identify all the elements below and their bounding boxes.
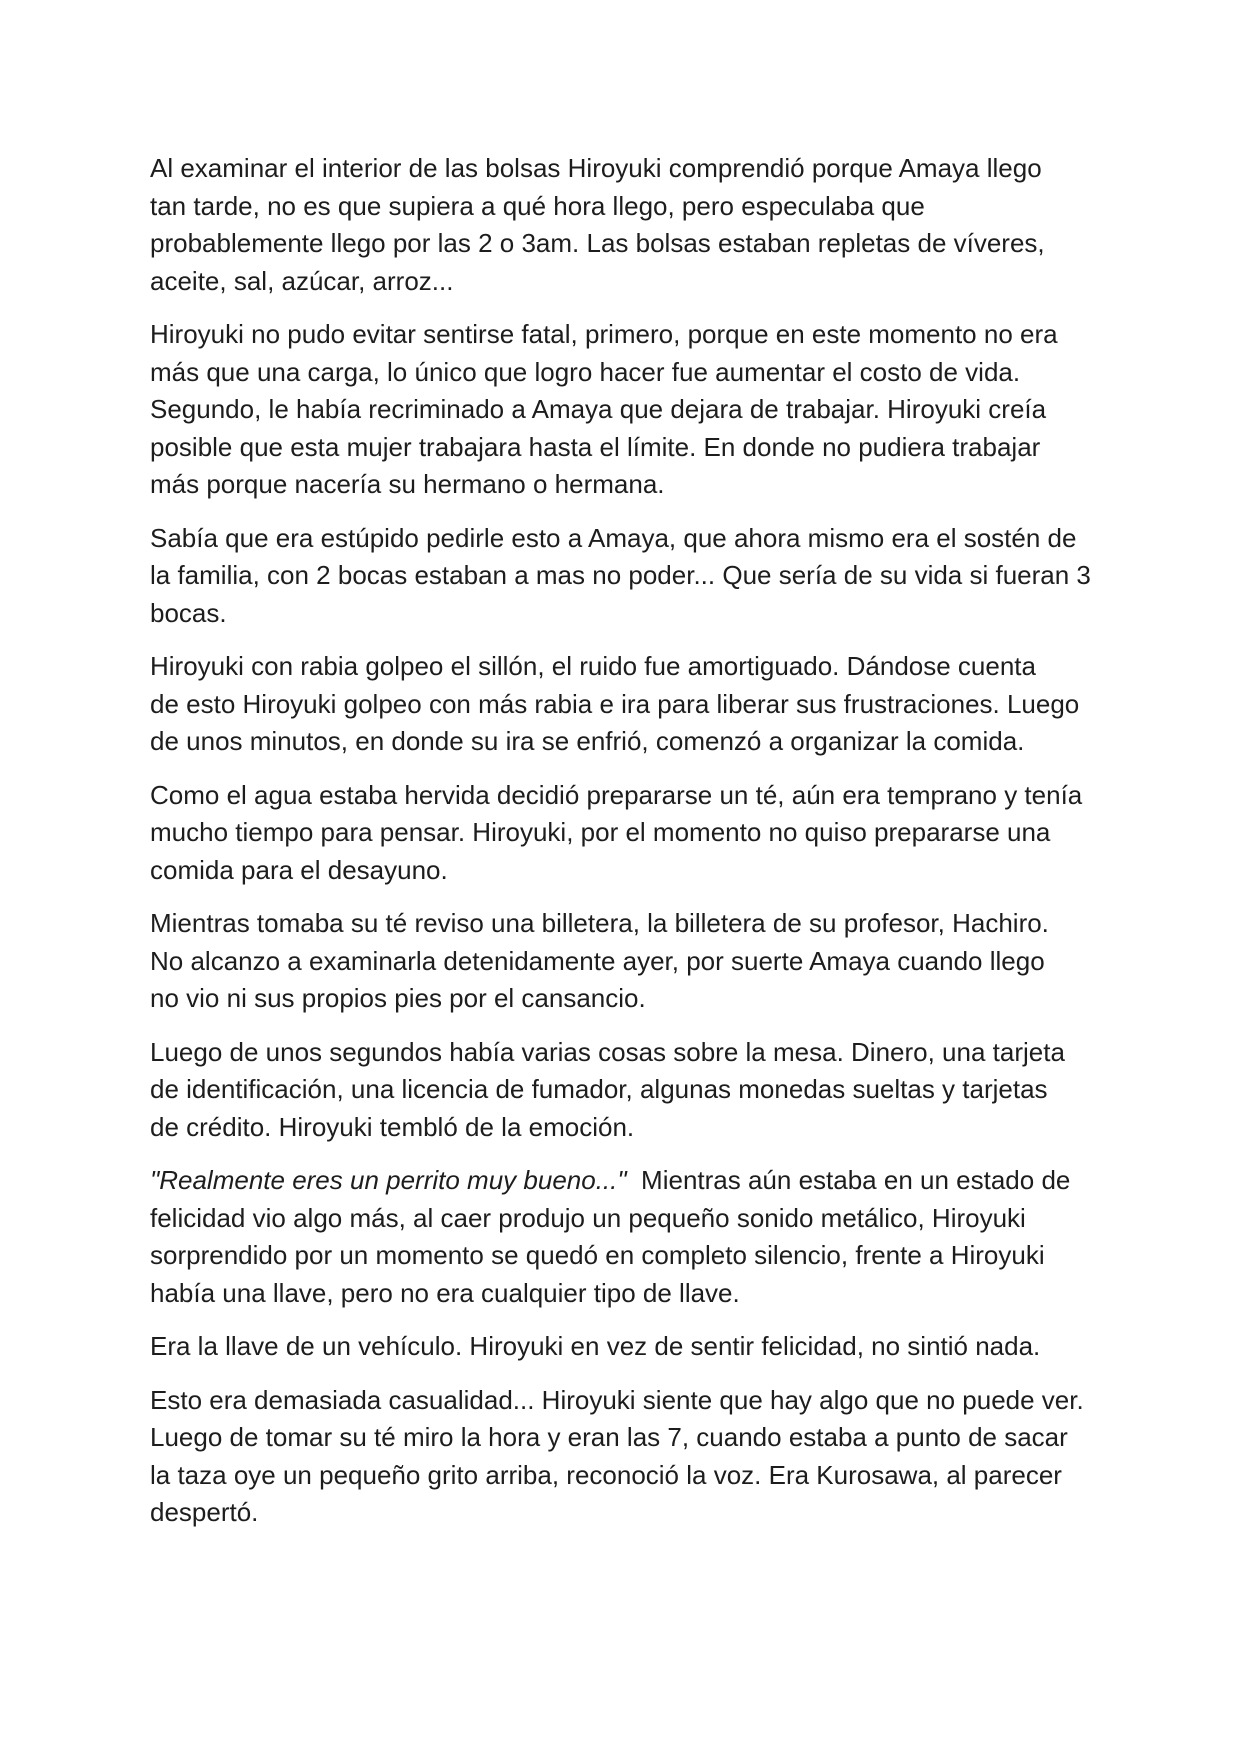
paragraph-line: sorprendido por un momento se quedó en completo silencio, frente a Hiroyuki: [150, 1240, 1045, 1270]
paragraph-line: de identificación, una licencia de fumador, algunas monedas sueltas y tarjetas: [150, 1074, 1048, 1104]
paragraph-5: [150, 777, 1100, 890]
paragraph-line: la familia, con 2 bocas estaban a mas no poder... Que sería de su vida si fueran 3: [150, 560, 1091, 590]
paragraph-line: había una llave, pero no era cualquier tipo de llave.: [150, 1277, 740, 1308]
paragraph-1: [150, 150, 1100, 300]
paragraph-line: la taza oye un pequeño grito arriba, reconoció la voz. Era Kurosawa, al parecer: [150, 1459, 1062, 1490]
paragraph-4: [150, 648, 1100, 761]
paragraph-line: Al examinar el interior de las bolsas Hiroyuki comprendió porque Amaya llego: [150, 153, 1042, 183]
paragraph-line: Mientras tomaba su té reviso una billetera, la billetera de su profesor, Hachiro.: [150, 908, 1049, 938]
document-body: [150, 150, 1100, 1548]
paragraph-line: posible que esta mujer trabajara hasta el límite. En donde no pudiera trabajar: [150, 431, 1041, 462]
paragraph-line: Hiroyuki no pudo evitar sentirse fatal, primero, porque en este momento no era: [150, 319, 1058, 349]
paragraph-line: felicidad vio algo más, al caer produjo un pequeño sonido metálico, Hiroyuki: [150, 1202, 1026, 1233]
paragraph-line: No alcanzo a examinarla detenidamente ayer, por suerte Amaya cuando llego: [150, 945, 1045, 976]
paragraph-3: [150, 520, 1100, 633]
paragraph-line: Hiroyuki con rabia golpeo el sillón, el ruido fue amortiguado. Dándose cuenta: [150, 651, 1036, 681]
paragraph-2: [150, 316, 1100, 504]
paragraph-line: comida para el desayuno.: [150, 854, 448, 885]
paragraph-line: de esto Hiroyuki golpeo con más rabia e ira para liberar sus frustraciones. Luego: [150, 688, 1080, 719]
paragraph-line: tan tarde, no es que supiera a qué hora llego, pero especulaba que: [150, 190, 925, 221]
paragraph-line: de crédito. Hiroyuki tembló de la emoción.: [150, 1111, 635, 1142]
paragraph-line: aceite, sal, azúcar, arroz...: [150, 265, 454, 296]
paragraph-line: Luego de unos segundos había varias cosas sobre la mesa. Dinero, una tarjeta: [150, 1036, 1065, 1067]
paragraph-line: de unos minutos, en donde su ira se enfrió, comenzó a organizar la comida.: [150, 726, 1025, 756]
paragraph-line: Esto era demasiada casualidad... Hiroyuki siente que hay algo que no puede ver.: [150, 1384, 1084, 1415]
paragraph-6: [150, 905, 1100, 1018]
paragraph-7: [150, 1034, 1100, 1147]
paragraph-line: más porque nacería su hermano o hermana.: [150, 469, 665, 499]
paragraph-line: Mientras aún estaba en un estado de: [626, 1165, 1071, 1195]
paragraph-line: Segundo, le había recriminado a Amaya que dejara de trabajar. Hiroyuki creía: [150, 394, 1047, 424]
paragraph-line: mucho tiempo para pensar. Hiroyuki, por el momento no quiso prepararse una: [150, 817, 1051, 847]
paragraph-line: no vio ni sus propios pies por el cansancio.: [150, 983, 646, 1013]
paragraph-line: probablemente llego por las 2 o 3am. Las bolsas estaban repletas de víveres,: [150, 228, 1045, 258]
paragraph-10: [150, 1382, 1100, 1532]
paragraph-8: [150, 1162, 1100, 1312]
paragraph-line: Sabía que era estúpido pedirle esto a Amaya, que ahora mismo era el sostén de: [150, 522, 1077, 553]
paragraph-line: Era la llave de un vehículo. Hiroyuki en vez de sentir felicidad, no sintió nada.: [150, 1331, 1041, 1361]
paragraph-line: Como el agua estaba hervida decidió prepararse un té, aún era temprano y tenía: [150, 779, 1083, 810]
italic-quote: "Realmente eres un perrito muy bueno...": [150, 1165, 627, 1195]
paragraph-line: bocas.: [150, 597, 227, 628]
paragraph-line: Luego de tomar su té miro la hora y eran las 7, cuando estaba a punto de sacar: [150, 1422, 1068, 1452]
paragraph-line: despertó.: [150, 1497, 259, 1527]
paragraph-9: [150, 1328, 1100, 1366]
paragraph-line: más que una carga, lo único que logro hacer fue aumentar el costo de vida.: [150, 356, 1021, 387]
